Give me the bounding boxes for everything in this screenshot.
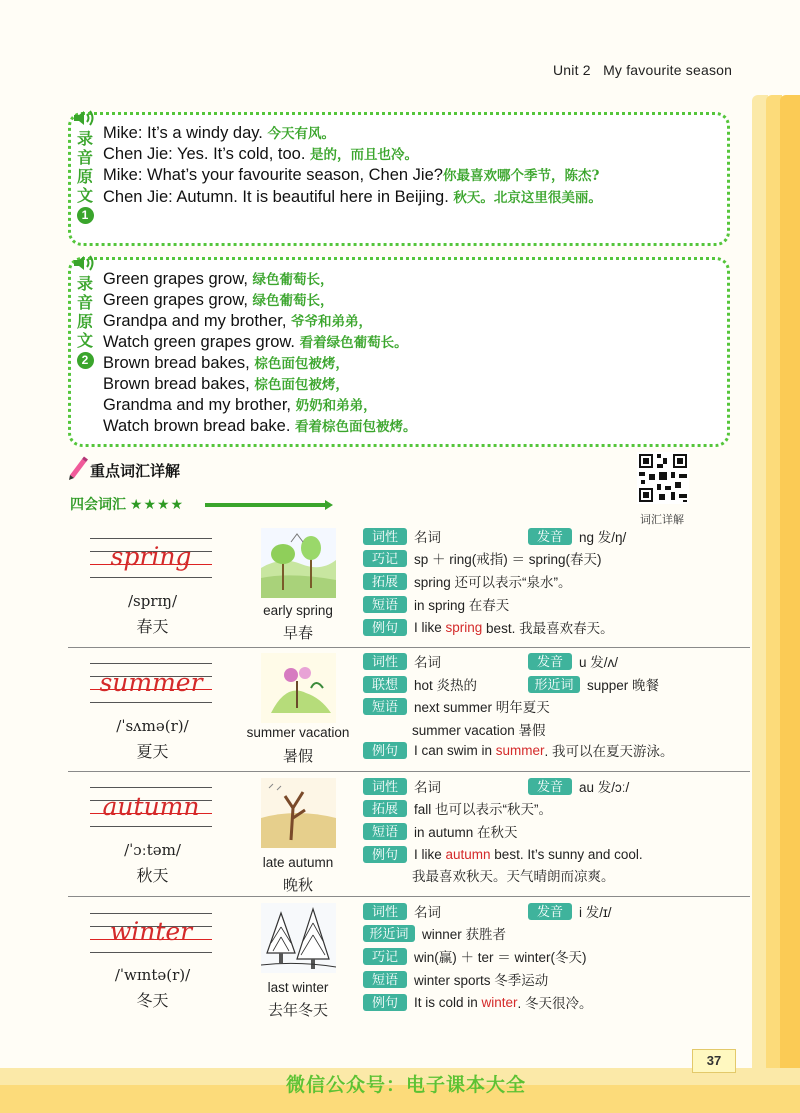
autumn-illustration [261,778,336,848]
level-label: 四会词汇 [70,496,126,512]
detail-row: 例句 I like autumn best. It’s sunny and cool. [363,844,643,864]
qr-code-icon[interactable] [637,452,689,504]
page-edge-decoration [780,95,800,1113]
transcript-line: Grandma and my brother, 奶奶和弟弟， [103,396,377,414]
row-divider [68,647,750,648]
tag-number: 2 [77,352,94,369]
detail-row: 拓展 spring 还可以表示“泉水”。 [363,571,572,591]
tag-char: 文 [76,188,93,205]
page-number: 37 [692,1049,736,1073]
vocab-level [70,494,184,514]
detail-row: 短语 next summer 明年夏天 [363,696,550,716]
picture-caption-zh: 暑假 [282,748,313,765]
qr-label: 词汇详解 [640,514,684,526]
vocab-meaning: 夏天 [136,744,169,761]
detail-row: 巧记 win(赢) ＋ ter ＝ winter(冬天) [363,946,587,966]
detail-row: summer vacation 暑假 [412,723,546,738]
detail-row: 联想 hot 炎热的 形近词 supper 晚餐 [363,674,659,694]
transcript-line: Mike: What’s your favourite season, Chen Jie?你最喜欢哪个季节，陈杰? [103,166,600,184]
vocab-meaning: 春天 [136,619,169,636]
detail-row: 短语 winter sports 冬季运动 [363,969,548,989]
level-bar [205,503,325,507]
summer-illustration [261,653,336,723]
transcript-line: Brown bread bakes, 棕色面包被烤， [103,354,349,372]
vocab-phonetic: /sprɪŋ/ [127,592,178,610]
vocab-word: autumn [102,792,200,821]
detail-row: 短语 in autumn 在秋天 [363,821,518,841]
footer-watermark: 微信公众号：电子课本大全 [286,1075,527,1096]
transcript-line: Mike: It’s a windy day. 今天有风。 [103,124,335,142]
vocab-word: summer [99,668,203,697]
vocab-meaning: 秋天 [136,868,169,885]
picture-caption-en: last winter [267,980,329,995]
pencil-icon [66,455,88,481]
transcript-line: Watch brown bread bake. 看着棕色面包被烤。 [103,417,417,435]
detail-row: 例句 It is cold in winter . 冬天很冷。 [363,992,593,1012]
vocab-meaning: 冬天 [136,993,169,1010]
transcript-tag-1 [71,108,99,224]
tag-char: 文 [76,333,93,350]
transcript-line: Green grapes grow, 绿色葡萄长， [103,270,334,288]
picture-caption-en: summer vacation [246,725,350,740]
unit-label: Unit 2 [553,62,591,78]
section-title: 重点词汇详解 [90,463,181,480]
tag-char: 原 [76,169,93,186]
speaker-icon [72,108,98,128]
level-stars: ★★★★ [129,496,185,512]
unit-title: My favourite season [603,62,733,78]
transcript-line: Green grapes grow, 绿色葡萄长， [103,291,334,309]
vocab-word: winter [109,917,193,946]
winter-illustration [261,903,336,973]
picture-caption-en: late autumn [262,855,334,870]
tag-char: 原 [76,314,93,331]
picture-caption-zh: 去年冬天 [267,1002,328,1019]
transcript-tag-2 [71,253,99,369]
detail-row: 我最喜欢秋天。天气晴朗而凉爽。 [412,869,615,884]
tag-char: 音 [76,295,93,312]
transcript-line: Brown bread bakes, 棕色面包被烤， [103,375,349,393]
tag-char: 录 [76,276,93,293]
detail-row: 形近词 winner 获胜者 [363,923,506,943]
detail-row: 词性 名词 发音 au 发/ɔː/ [363,776,629,796]
transcript-line: Watch green grapes grow. 看着绿色葡萄长。 [103,333,408,351]
vocab-phonetic: /ˈɔːtəm/ [124,841,181,859]
speaker-icon [72,253,98,273]
detail-row: 例句 I like spring best. 我最喜欢春天。 [363,617,614,637]
detail-row: 词性 名词 发音 ng 发/ŋ/ [363,526,626,546]
picture-caption-zh: 早春 [282,625,313,642]
tag-char: 音 [76,150,93,167]
detail-row: 巧记 sp ＋ ring(戒指) ＝ spring(春天) [363,548,602,568]
detail-row: 例句 I can swim in summer . 我可以在夏天游泳。 [363,740,674,760]
transcript-line: Chen Jie: Autumn. It is beautiful here in Beijing. 秋天。北京这里很美丽。 [103,188,602,206]
picture-caption-en: early spring [263,603,333,618]
vocab-word: spring [110,542,192,571]
transcript-line: Chen Jie: Yes. It’s cold, too. 是的，而且也冷。 [103,145,419,163]
tag-char: 录 [76,131,93,148]
detail-row: 拓展 fall 也可以表示“秋天”。 [363,798,552,818]
detail-row: 词性 名词 发音 i 发/ɪ/ [363,901,612,921]
picture-caption-zh: 晚秋 [282,877,313,894]
spring-illustration [261,528,336,598]
row-divider [68,771,750,772]
vocab-phonetic: /ˈsʌmə(r)/ [116,717,189,735]
vocab-phonetic: /ˈwɪntə(r)/ [114,966,191,984]
detail-row: 短语 in spring 在春天 [363,594,509,614]
detail-row: 词性 名词 发音 u 发/ʌ/ [363,651,618,671]
tag-number: 1 [77,207,94,224]
transcript-line: Grandpa and my brother, 爷爷和弟弟， [103,312,373,330]
running-header [553,62,732,78]
row-divider [68,896,750,897]
